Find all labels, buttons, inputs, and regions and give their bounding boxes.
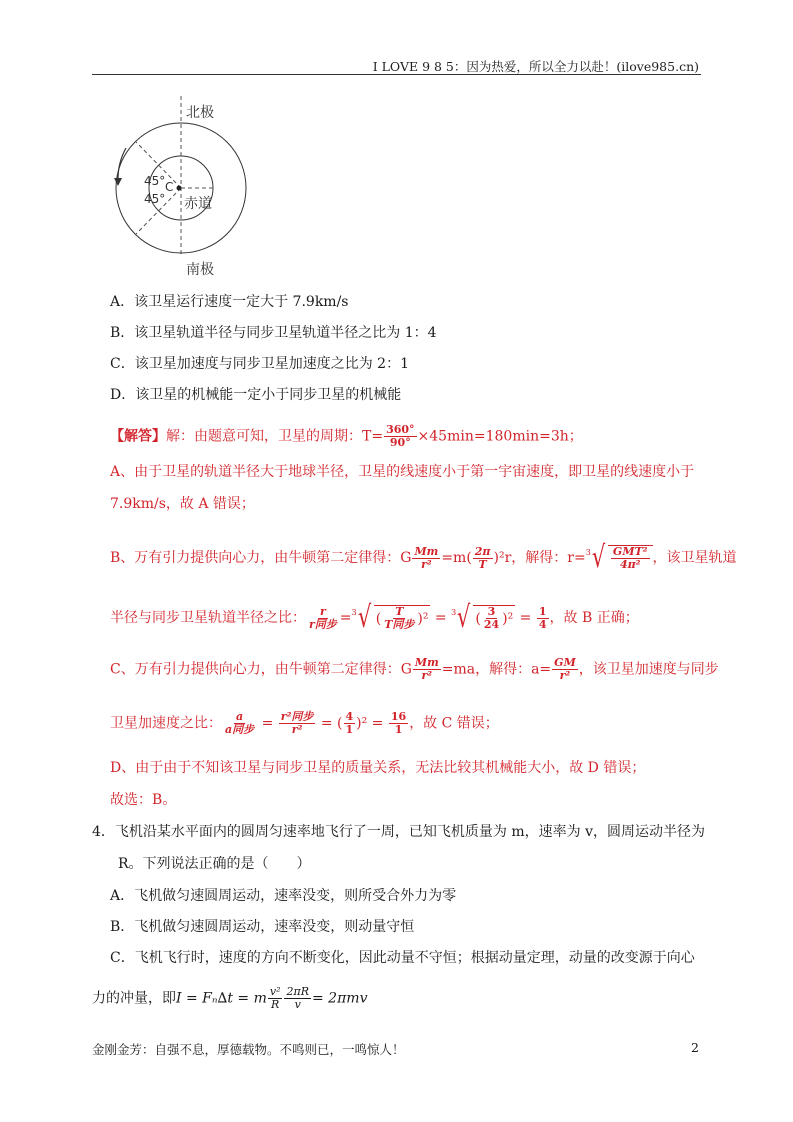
solution-a-line1: A、由于卫星的轨道半径大于地球半径，卫星的线速度小于第一宇宙速度，即卫星的线速度小于: [110, 464, 695, 480]
denominator: 4: [538, 617, 547, 631]
denominator: r²: [291, 723, 303, 736]
fraction: [223, 711, 256, 736]
q4-stem-line2: R。下列说法正确的是（ ）: [118, 856, 311, 872]
page-header: I LOVE 9 8 5：因为热爱，所以全力以赴！(ilove985.cn): [372, 59, 699, 74]
fraction-denominator: 90°: [389, 436, 411, 449]
fraction: [389, 711, 408, 736]
denominator: r同步: [309, 617, 337, 631]
text-span: =m(: [441, 550, 472, 566]
denominator: r²: [421, 669, 433, 682]
fraction: [344, 711, 356, 736]
option-d: D．该卫星的机械能一定小于同步卫星的机械能: [110, 387, 402, 403]
cube-root: [451, 600, 515, 635]
north-pole-label: 北极: [186, 105, 214, 121]
denominator: 1: [345, 723, 354, 736]
orbit-arrow-path: [118, 148, 126, 180]
period-fraction: [384, 424, 416, 449]
solution-intro-tail: ×45min=180min=3h；: [417, 428, 583, 445]
fraction: [537, 606, 549, 631]
numerator: T: [395, 605, 404, 618]
denominator: 1: [394, 723, 403, 736]
root-index: 3: [585, 548, 591, 557]
denominator: 4π²: [619, 558, 641, 571]
text-span: 卫星加速度之比：: [110, 715, 222, 732]
center-dot: [177, 186, 182, 191]
root-sign: √: [591, 540, 606, 575]
denominator: R: [271, 998, 280, 1011]
fraction-numerator: 360°: [386, 423, 415, 436]
fraction: [268, 986, 283, 1011]
root-body: ( $\frac{T}{\text{T同步}}$ )²: [375, 605, 429, 631]
numerator: r: [320, 604, 326, 618]
fraction: [412, 546, 440, 571]
option-c: C．该卫星加速度与同步卫星加速度之比为 2：1: [110, 356, 409, 372]
denominator: T: [478, 557, 487, 571]
fraction: [279, 711, 316, 736]
solution-c-line1: [110, 657, 719, 682]
option-b: B．该卫星轨道半径与同步卫星轨道半径之比为 1：4: [110, 325, 437, 341]
fraction: [552, 657, 578, 682]
q4-option-a: A．飞机做匀速圆周运动，速率没变，则所受合外力为零: [110, 888, 457, 904]
solution-tag: 【解答】: [110, 428, 166, 445]
root-index: 3: [351, 608, 357, 617]
fraction: [382, 606, 416, 631]
orbit-diagram: [100, 96, 260, 286]
solution-intro-text: 解：由题意可知，卫星的周期：T=: [166, 428, 384, 445]
equator-label: 赤道: [184, 196, 212, 212]
cube-root: [585, 540, 653, 575]
q4-stem-line1: 4．飞机沿某水平面内的圆周匀速率地飞行了一周，已知飞机质量为 m，速率为 v，圆周运动半径为: [92, 824, 705, 840]
root-body: [608, 545, 653, 571]
numerator: v²: [269, 985, 281, 998]
solution-c-line2: 卫星加速度之比： $\frac{a}{\text{a同步}}$ = $\frac{\text{r²同步}}{\text{r²}}$ = ( $\frac{4}{1}$ )² = $\frac{16}{1}$ ，故 C 错误；: [110, 710, 499, 736]
fraction: [284, 986, 311, 1011]
numerator: 3: [487, 605, 496, 618]
header-divider: [92, 74, 701, 75]
solution-b-line2: 半径与同步卫星轨道半径之比： $\frac{r}{\text{r同步}}$ = 3 √ ( $\frac{T}{\text{T同步}}$ )² = 3 √ ( $\frac{3}{24}$ )² = $\frac{1}{4}$ ，故 B 正确；: [110, 600, 639, 635]
text-span: B、万有引力提供向心力，由牛顿第二定律得：G: [110, 550, 412, 566]
root-index: 3: [451, 608, 457, 617]
numerator: 4: [345, 710, 354, 723]
numerator: 16: [390, 710, 407, 723]
root-sign: √: [457, 600, 471, 635]
page-footer-motto: 金刚金芳：自强不息，厚德载物。不鸣则已，一鸣惊人！: [92, 1042, 405, 1057]
cube-root: [351, 600, 431, 635]
denominator: v: [294, 998, 301, 1011]
fraction: [611, 546, 650, 571]
q4-option-c-line2: [92, 986, 367, 1011]
orbit-diagram-svg: [100, 96, 260, 286]
solution-intro: [110, 424, 583, 449]
numerator: Mm: [414, 544, 439, 558]
denominator: r²: [559, 669, 571, 682]
text-span: )²r，解得：r=: [493, 550, 586, 566]
formula-part: I = Fₙ∆t = m: [176, 990, 267, 1007]
fraction: [413, 657, 441, 682]
denominator: a同步: [225, 723, 255, 736]
text-span: ，故 B 正确；: [549, 610, 639, 626]
numerator: Mm: [414, 656, 439, 669]
numerator: 2πR: [286, 985, 309, 998]
angle-bottom-label: 45°: [144, 192, 166, 206]
numerator: 1: [538, 604, 547, 618]
solution-b-line1: [110, 540, 737, 575]
numerator: GM: [554, 656, 576, 669]
denominator: 24: [483, 618, 500, 631]
orbit-arrowhead: [114, 178, 122, 186]
text-span: ，该卫星轨道: [652, 550, 737, 566]
q4-option-c-line1: C．飞机飞行时，速度的方向不断变化，因此动量不守恒；根据动量定理，动量的改变源于向心: [110, 950, 695, 966]
fraction: [307, 606, 339, 631]
denominator: r²: [421, 557, 432, 571]
fraction: [482, 606, 501, 631]
text-span: 力的冲量，即: [92, 990, 176, 1007]
q4-option-b: B．飞机做匀速圆周运动，速率没变，则动量守恒: [110, 919, 415, 935]
solution-d-line: D、由于由于不知该卫星与同步卫星的质量关系，无法比较其机械能大小，故 D 错误；: [110, 760, 646, 776]
angle-top-label: 45°: [144, 174, 166, 188]
text-span: =: [339, 610, 352, 626]
text-span: ，该卫星加速度与同步: [578, 661, 719, 678]
root-sign: √: [357, 600, 371, 635]
root-body: ( $\frac{3}{24}$ )²: [475, 605, 514, 631]
solution-conclusion: 故选：B。: [110, 792, 177, 808]
numerator: r²同步: [280, 710, 314, 723]
text-span: C、万有引力提供向心力，由牛顿第二定律得：G: [110, 661, 412, 678]
option-a: A．该卫星运行速度一定大于 7.9km/s: [110, 294, 349, 310]
solution-a-line2: 7.9km/s，故 A 错误；: [110, 496, 255, 512]
numerator: 2π: [474, 544, 491, 558]
denominator: T同步: [384, 618, 415, 631]
page-number: 2: [691, 1040, 699, 1055]
center-label: C: [165, 180, 174, 194]
numerator: GMT²: [612, 545, 648, 558]
text-span: =ma，解得：a=: [441, 661, 552, 678]
south-pole-label: 南极: [186, 262, 214, 278]
text-span: ，故 C 错误；: [409, 715, 499, 732]
numerator: a: [236, 710, 244, 723]
fraction: [473, 546, 493, 571]
text-span: 半径与同步卫星轨道半径之比：: [110, 610, 306, 626]
formula-part: = 2πmv: [312, 990, 368, 1007]
